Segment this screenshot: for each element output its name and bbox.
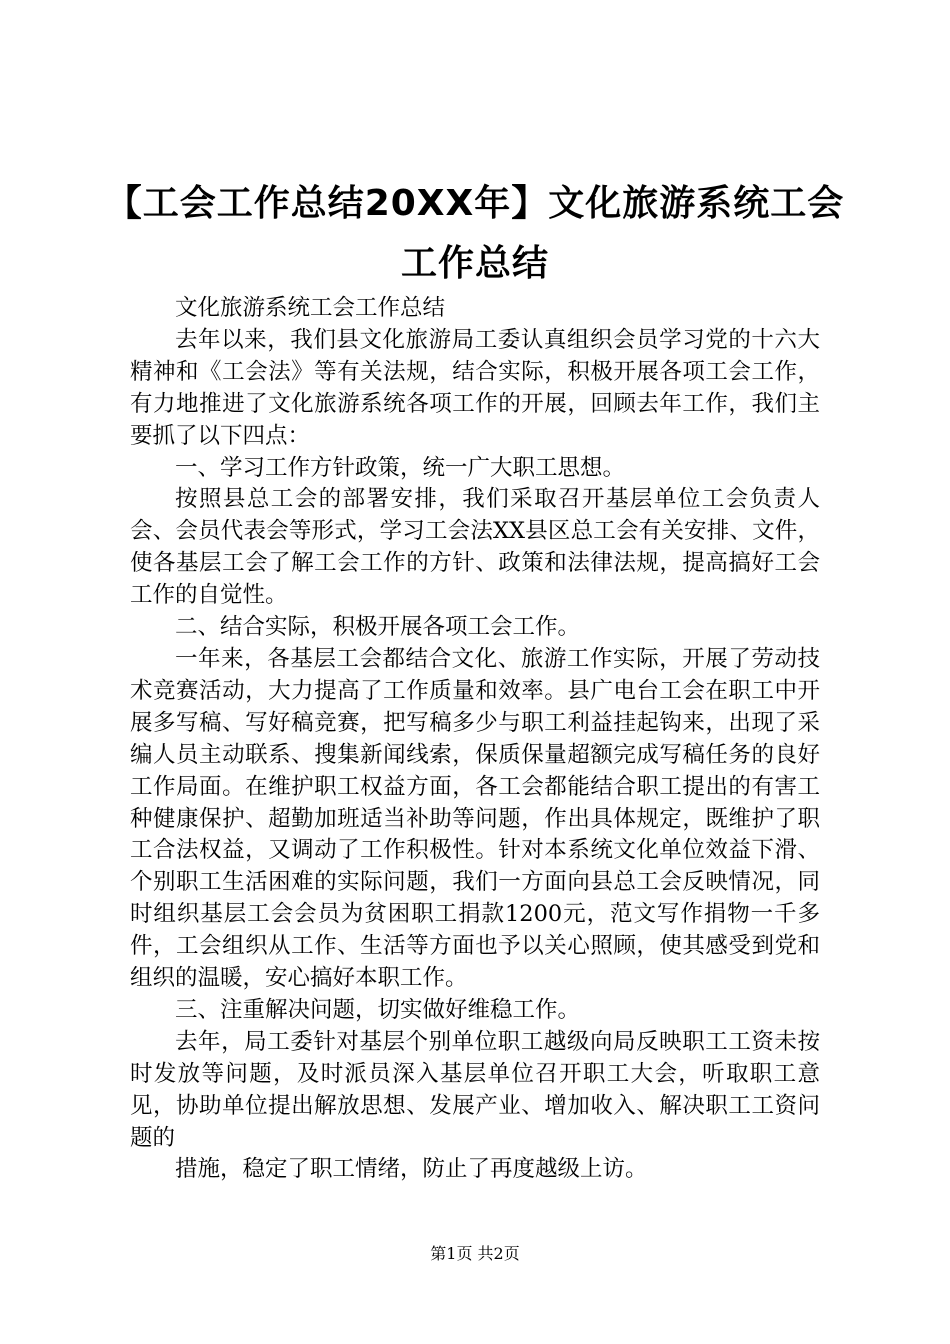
paragraph-section-2: 一年来，各基层工会都结合文化、旅游工作实际，开展了劳动技术竞赛活动，大力提高了工作质量和效率。县广电台工会在职工中开展多写稿、写好稿竞赛，把写稿多少与职工利益挂起钩来，出现了采编人员主动联系、搜集新闻线索，保质保量超额完成写稿任务的良好工作局面。在维护职工权益方面，各工会都能结合职工提出的有害工种健康保护、超勤加班适当补助等问题，作出具体规定，既维护了职工合法权益，又调动了工作积极性。针对本系统文化单位效益下滑、个别职工生活困难的实际问题，我们一方面向县总工会反映情况，同时组织基层工会会员为贫困职工捐款1200元，范文写作捐物一千多件，工会组织从工作、生活等方面也予以关心照顾，使其感受到党和组织的温暖，安心搞好本职工作。 bbox=[130, 645, 820, 992]
section-heading-1: 一、学习工作方针政策，统一广大职工思想。 bbox=[175, 454, 626, 481]
paragraph-section-3: 去年，局工委针对基层个别单位职工越级向局反映职工工资未按时发放等问题，及时派员深入基层单位召开职工大会，听取职工意见，协助单位提出解放思想、发展产业、增加收入、解决职工工资问题的 bbox=[130, 1028, 820, 1151]
page-number-footer: 第1页 共2页 bbox=[430, 1244, 520, 1263]
document-body bbox=[130, 293, 820, 1186]
section-heading-2: 二、结合实际，积极开展各项工会工作。 bbox=[175, 614, 581, 641]
paragraph-subtitle: 文化旅游系统工会工作总结 bbox=[175, 295, 446, 321]
document-title-line-1: 【工会工作总结20XX年】文化旅游系统工会 bbox=[105, 183, 845, 224]
document-title-line-2: 工作总结 bbox=[400, 243, 549, 284]
section-heading-3: 三、注重解决问题，切实做好维稳工作。 bbox=[175, 996, 581, 1023]
paragraph-section-1: 按照县总工会的部署安排，我们采取召开基层单位工会负责人会、会员代表会等形式，学习工会法XX县区总工会有关安排、文件，使各基层工会了解工会工作的方针、政策和法律法规，提高搞好工会工作的自觉性。 bbox=[130, 486, 820, 609]
paragraph-intro: 去年以来，我们县文化旅游局工委认真组织会员学习党的十六大精神和《工会法》等有关法规，结合实际，积极开展各项工会工作，有力地推进了文化旅游系统各项工作的开展，回顾去年工作，我们主要抓了以下四点： bbox=[130, 326, 820, 449]
paragraph-continuation: 措施，稳定了职工情绪，防止了再度越级上访。 bbox=[175, 1156, 648, 1183]
